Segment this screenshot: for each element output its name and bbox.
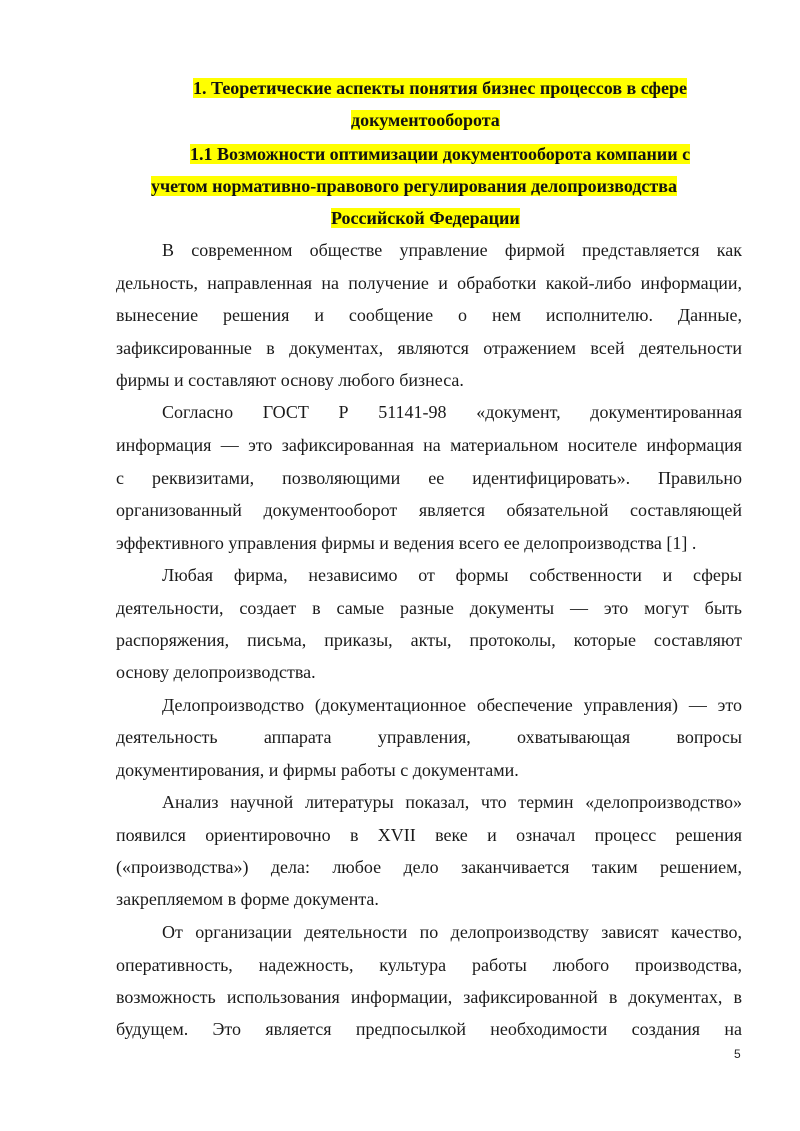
- body-line: организованный документооборот является обязательной составляющей: [116, 500, 742, 520]
- section-heading-line-3: [331, 207, 520, 229]
- body-line: оперативность, надежность, культура работы любого производства,: [116, 955, 742, 975]
- body-line: основу делопроизводства.: [116, 662, 316, 682]
- body-line: фирмы и составляют основу любого бизнеса.: [116, 370, 464, 390]
- body-line: Согласно ГОСТ Р 51141-98 «документ, документированная: [162, 402, 742, 422]
- chapter-heading-line-2: [351, 109, 500, 131]
- chapter-heading-text-1: 1. Теоретические аспекты понятия бизнес процессов в сфере: [193, 78, 687, 98]
- body-line: Любая фирма, независимо от формы собственности и сферы: [162, 565, 742, 585]
- body-line: («производства») дела: любое дело заканчивается таким решением,: [116, 857, 742, 877]
- body-line: возможность использования информации, зафиксированной в документах, в: [116, 987, 742, 1007]
- chapter-heading-line-1: [193, 77, 687, 99]
- body-line: информация — это зафиксированная на материальном носителе информация: [116, 435, 742, 455]
- body-line: вынесение решения и сообщение о нем исполнителю. Данные,: [116, 305, 742, 325]
- body-line: эффективного управления фирмы и ведения всего ее делопроизводства [1] .: [116, 533, 697, 553]
- body-line: закрепляемом в форме документа.: [116, 889, 379, 909]
- body-line: зафиксированные в документах, являются отражением всей деятельности: [116, 338, 742, 358]
- chapter-heading-text-2: документооборота: [351, 110, 500, 130]
- page-number: 5: [734, 1047, 741, 1061]
- section-heading-line-2: [151, 175, 677, 197]
- body-line: дельность, направленная на получение и обработки какой-либо информации,: [116, 273, 742, 293]
- body-line: будущем. Это является предпосылкой необходимости создания на: [116, 1019, 742, 1039]
- section-heading-text-3: Российской Федерации: [331, 208, 520, 228]
- body-line: От организации деятельности по делопроизводству зависят качество,: [162, 922, 742, 942]
- section-heading-text-1: 1.1 Возможности оптимизации документооборота компании с: [190, 144, 691, 164]
- body-line: распоряжения, письма, приказы, акты, протоколы, которые составляют: [116, 630, 742, 650]
- body-line: появился ориентировочно в XVII веке и означал процесс решения: [116, 825, 742, 845]
- body-line: деятельность аппарата управления, охватывающая вопросы: [116, 727, 742, 747]
- body-line: деятельности, создает в самые разные документы — это могут быть: [116, 598, 742, 618]
- body-line: Анализ научной литературы показал, что термин «делопроизводство»: [162, 792, 742, 812]
- body-line: документирования, и фирмы работы с документами.: [116, 760, 519, 780]
- body-line: В современном обществе управление фирмой представляется как: [162, 240, 742, 260]
- section-heading-text-2: учетом нормативно-правового регулирования делопроизводства: [151, 176, 677, 196]
- body-line: с реквизитами, позволяющими ее идентифицировать». Правильно: [116, 468, 742, 488]
- body-line: Делопроизводство (документационное обеспечение управления) — это: [162, 695, 742, 715]
- section-heading-line-1: [190, 143, 690, 165]
